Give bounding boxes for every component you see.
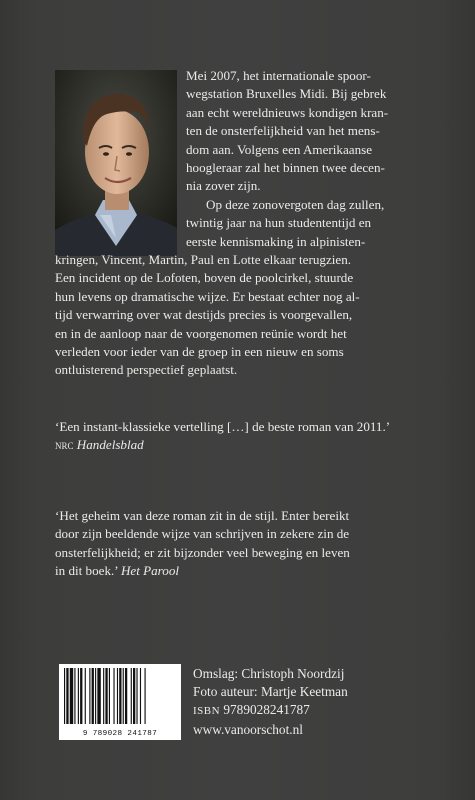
blurb-line: aan echt wereldnieuws kondigen kran- xyxy=(186,104,389,120)
barcode-digits: 9 789028 241787 xyxy=(82,730,158,738)
blurb-line: Mei 2007, het internationale spoor- xyxy=(186,68,371,83)
blurb-line: Een incident op de Lofoten, boven de poolcirkel, stuurde xyxy=(55,270,354,286)
blurb-line: wegstation Bruxelles Midi. Bij gebrek xyxy=(186,86,387,102)
blurb-line: ontluisterend perspectief geplaatst. xyxy=(55,362,238,378)
barcode-bar xyxy=(131,668,132,724)
quote-source-name: Handelsblad xyxy=(73,437,144,453)
blurb-line: ten de onsterfelijkheid van het mens- xyxy=(186,123,380,139)
blurb-continued xyxy=(55,251,425,380)
blurb-line: eerste kennismaking in alpinisten- xyxy=(186,233,366,249)
isbn-label: ISBN xyxy=(193,705,221,718)
barcode-bar xyxy=(119,668,121,724)
isbn-line xyxy=(193,701,348,720)
quote-line: ‘Het geheim van deze roman zit in de stijl. Enter bereikt xyxy=(55,508,350,523)
blurb-intro xyxy=(186,67,424,251)
author-photo xyxy=(55,70,177,256)
barcode-bar xyxy=(117,668,118,724)
barcode-bar xyxy=(70,668,73,724)
quote-line-end: in dit boek.’ xyxy=(55,563,121,579)
barcode-bar xyxy=(125,668,127,724)
blurb-line: hoogleraar zal het binnen twee decen- xyxy=(186,160,385,176)
quote-text: ‘Een instant-klassieke vertelling […] de beste roman van 2011.’ xyxy=(55,419,391,434)
isbn-number: 9789028241787 xyxy=(220,702,310,718)
barcode-bar xyxy=(113,668,114,724)
barcode-bar xyxy=(103,668,104,724)
review-quote-parool xyxy=(55,507,427,581)
blurb-line: Op deze zonovergoten dag zullen, xyxy=(206,196,385,212)
review-quote-nrc xyxy=(55,418,427,455)
barcode-bar xyxy=(66,668,68,724)
quote-line: door zijn beeldende wijze van schrijven in zekere zin de xyxy=(55,526,350,542)
barcode-bar xyxy=(92,668,94,724)
blurb-line: dom aan. Volgens een Amerikaanse xyxy=(186,141,373,157)
barcode-bars xyxy=(64,668,176,724)
publisher-website: www.vanoorschot.nl xyxy=(193,721,303,737)
barcode-bar xyxy=(89,668,90,724)
barcode-bar xyxy=(78,668,79,724)
barcode-bar xyxy=(74,668,75,724)
isbn-barcode xyxy=(59,664,181,740)
barcode-bar xyxy=(95,668,96,724)
barcode-bar xyxy=(133,668,135,724)
blurb-line: verleden voor ieder van de groep in een nieuw en soms xyxy=(55,344,344,360)
barcode-bar xyxy=(123,668,124,724)
credits xyxy=(193,665,348,739)
barcode-bar xyxy=(80,668,82,724)
barcode-bar xyxy=(145,668,146,724)
quote-source-prefix: nrc xyxy=(55,437,74,453)
barcode-bar xyxy=(97,668,100,724)
barcode-bar xyxy=(109,668,110,724)
quote-line xyxy=(55,562,427,580)
blurb-line: twintig jaar na hun studententijd en xyxy=(186,215,372,231)
barcode-bar xyxy=(136,668,137,724)
quote-line: onsterfelijkheid; er zit bijzonder veel beweging en leven xyxy=(55,544,350,560)
blurb-line: kringen, Vincent, Martin, Paul en Lotte elkaar terugzien. xyxy=(55,252,352,267)
cover-design-credit: Omslag: Christoph Noordzij xyxy=(193,666,345,681)
barcode-bar xyxy=(64,668,65,724)
blurb-line: hun levens op dramatische wijze. Er bestaat echter nog al- xyxy=(55,288,360,304)
barcode-bar xyxy=(85,668,86,724)
quote-source xyxy=(55,436,427,454)
author-photo-credit: Foto auteur: Martje Keetman xyxy=(193,684,348,700)
blurb-line: tijd verwarring over wat destijds precies is voorgevallen, xyxy=(55,307,353,323)
blurb-line: nia zover zijn. xyxy=(186,178,261,194)
barcode-bar xyxy=(140,668,141,724)
barcode-bar xyxy=(105,668,107,724)
blurb-line: en in de aanloop naar de voorgenomen reünie wordt het xyxy=(55,325,347,341)
quote-source: Het Parool xyxy=(120,563,180,579)
